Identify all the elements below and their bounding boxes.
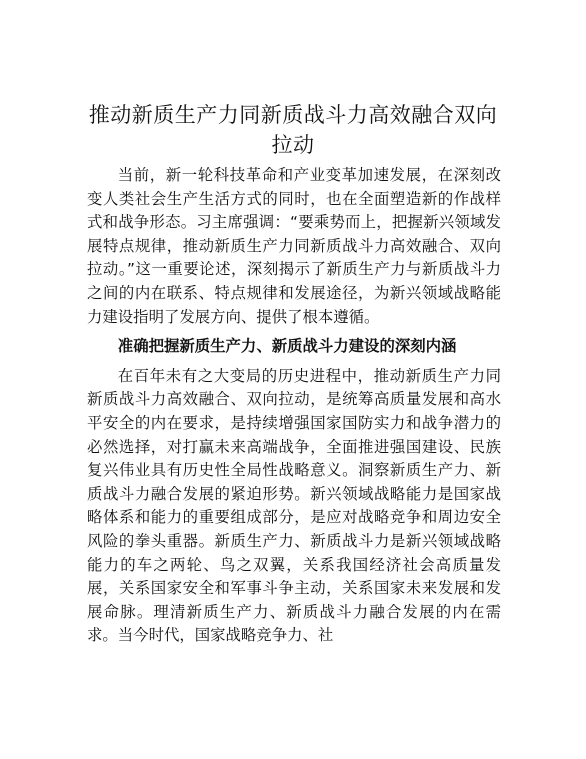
intro-paragraph: 当前，新一轮科技革命和产业变革加速发展，在深刻改变人类社会生产生活方式的同时，也在全面塑造新的作战样式和战争形态。习主席强调：“要乘势而上，把握新兴领域发展特点规律，推动新质生产力同新质战斗力高效融合、双向拉动。”这一重要论述，深刻揭示了新质生产力与新质战斗力之间的内在联系、特点规律和发展途径，为新兴领域战略能力建设指明了发展方向、提供了根本遵循。 — [87, 166, 501, 326]
section-heading: 准确把握新质生产力、新质战斗力建设的深刻内涵 — [117, 337, 457, 356]
document-body — [87, 164, 501, 648]
body-paragraph: 在百年未有之大变局的历史进程中，推动新质生产力同新质战斗力高效融合、双向拉动，是统筹高质量发展和高水平安全的内在要求，是持续增强国家国防实力和战争潜力的必然选择，对打赢未来高端战争，全面推进强国建设、民族复兴伟业具有历史性全局性战略意义。洞察新质生产力、新质战斗力融合发展的紧迫形势。新兴领域战略能力是国家战略体系和能力的重要组成部分，是应对战略竞争和周边安全风险的拳头重器。新质生产力、新质战斗力是新兴领域战略能力的车之两轮、鸟之双翼，关系我国经济社会高质量发展，关系国家安全和军事斗争主动，关系国家未来发展和发展命脉。理清新质生产力、新质战斗力融合发展的内在需求。当今时代，国家战略竞争力、社 — [87, 366, 501, 645]
document-title: 推动新质生产力同新质战斗力高效融合双向拉动 — [88, 103, 498, 157]
